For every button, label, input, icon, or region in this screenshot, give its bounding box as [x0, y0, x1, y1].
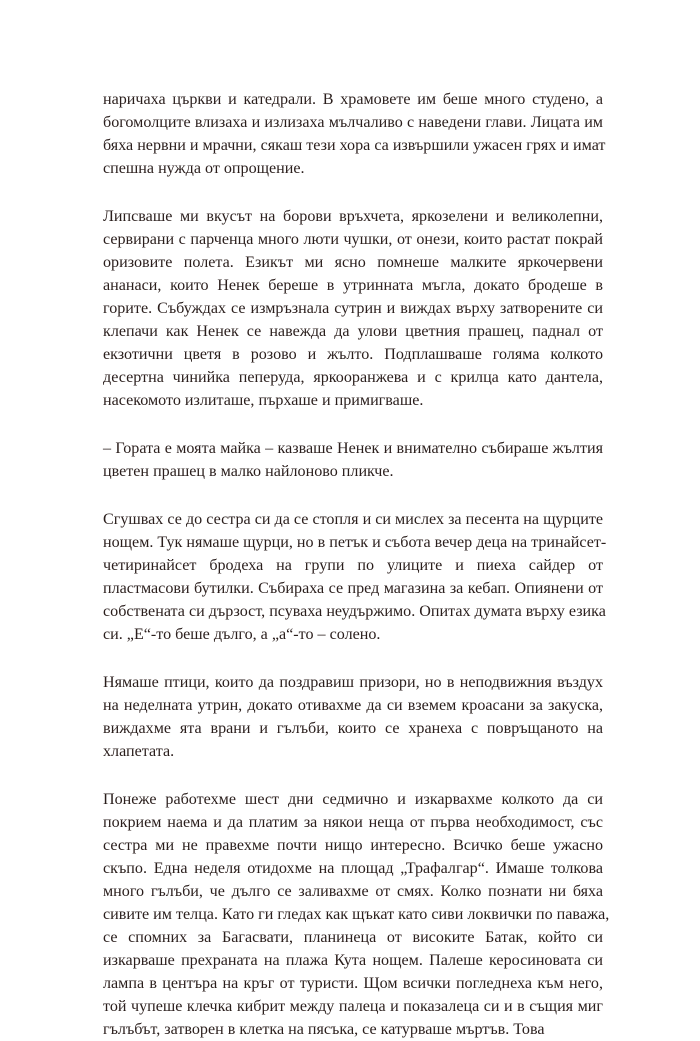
text-line: сестра ми не правехме почти нищо интересно. Всичко беше ужасно	[103, 837, 603, 854]
text-line: сивите им телца. Като ги гледах как щъкат като сиви локвички по паважа,	[103, 906, 610, 923]
paragraph	[103, 437, 603, 483]
text-line: насекомото излиташе, пърхаше и примигваше.	[103, 392, 424, 409]
text-line: изкарваше прехраната на плажа Кута нощем. Палеше керосиновата си	[103, 952, 603, 969]
paragraph-gap	[103, 483, 603, 508]
text-line: клепачи как Ненек се навежда да улови цветния прашец, паднал от	[103, 323, 603, 340]
text-line: гълъбът, затворен в клетка на пясъка, се катурваше мъртъв. Това	[103, 1021, 545, 1038]
paragraph	[103, 205, 603, 412]
paragraph	[103, 788, 610, 1041]
text-line: наричаха църкви и катедрали. В храмовете им беше много студено, а	[103, 91, 603, 108]
text-line: виждахме ята врани и гълъби, които се хранеха с повръщаното на	[103, 720, 603, 737]
text-line: си. „Е“-то беше дълго, а „а“-то – солено.	[103, 626, 381, 643]
text-line: скъпо. Една неделя отидохме на площад „Трафалгар“. Имаше толкова	[103, 860, 603, 877]
paragraph-gap	[103, 412, 603, 437]
text-line: Сгушвах се до сестра си да се стопля и си мислех за песента на щурците	[103, 511, 603, 528]
text-line: нощем. Тук нямаше щурци, но в петък и събота вечер деца на тринайсет-	[103, 534, 607, 551]
text-line: на неделната утрин, докато отивахме да си вземем кроасани за закуска,	[103, 697, 603, 714]
text-line: пластмасови бутилки. Събираха се пред магазина за кебап. Опиянени от	[103, 580, 603, 597]
paragraph-gap	[103, 763, 603, 788]
text-line: той чупеше клечка кибрит между палеца и показалеца си и в същия миг	[103, 998, 603, 1015]
text-line: собствената си дързост, псуваха неудържимо. Опитах думата върху езика	[103, 603, 606, 620]
text-line: оризовите полета. Езикът ми ясно помнеше малките яркочервени	[103, 254, 603, 271]
text-line: горите. Събуждах се измръзнала сутрин и виждах върху затворените си	[103, 300, 603, 317]
paragraph	[103, 88, 606, 180]
text-line: екзотични цветя в розово и жълто. Подплашваше голяма колкото	[103, 346, 603, 363]
text-line: Липсваше ми вкусът на борови връхчета, яркозелени и великолепни,	[103, 208, 603, 225]
text-line: бяха нервни и мрачни, сякаш тези хора са извършили ужасен грях и имат	[103, 137, 606, 154]
paragraph	[103, 671, 603, 763]
text-line: се спомних за Багасвати, планинеца от високите Батак, който си	[103, 929, 603, 946]
text-line: четиринайсет бродеха на групи по улиците и пиеха сайдер от	[103, 557, 603, 574]
text-line: – Гората е моята майка – казваше Ненек и внимателно събираше жълтия	[103, 440, 603, 457]
paragraph-gap	[103, 180, 603, 205]
text-line: покрием наема и да платим за някои неща от първа необходимост, със	[103, 814, 603, 831]
text-line: десертна чинийка пеперуда, яркооранжева и с крилца като дантела,	[103, 369, 603, 386]
text-line: цветен прашец в малко найлоново пликче.	[103, 463, 394, 480]
text-line: спешна нужда от опрощение.	[103, 160, 305, 177]
text-line: Нямаше птици, които да поздравиш призори, но в неподвижния въздух	[103, 674, 603, 691]
text-line: много гълъби, че дълго се заливахме от смях. Колко познати ни бяха	[103, 883, 603, 900]
paragraph	[103, 508, 607, 646]
text-line: хлапетата.	[103, 743, 175, 760]
paragraph-gap	[103, 646, 603, 671]
document-body	[103, 88, 610, 1041]
text-line: Понеже работехме шест дни седмично и изкарвахме колкото да си	[103, 791, 603, 808]
text-line: сервирани с парченца много люти чушки, от онези, които растат покрай	[103, 231, 603, 248]
text-line: лампа в центъра на кръг от туристи. Щом всички погледнеха към него,	[103, 975, 603, 992]
text-line: ананаси, които Ненек береше в утринната мъгла, докато бродеше в	[103, 277, 603, 294]
text-line: богомолците влизаха и излизаха мълчаливо с наведени глави. Лицата им	[103, 114, 603, 131]
